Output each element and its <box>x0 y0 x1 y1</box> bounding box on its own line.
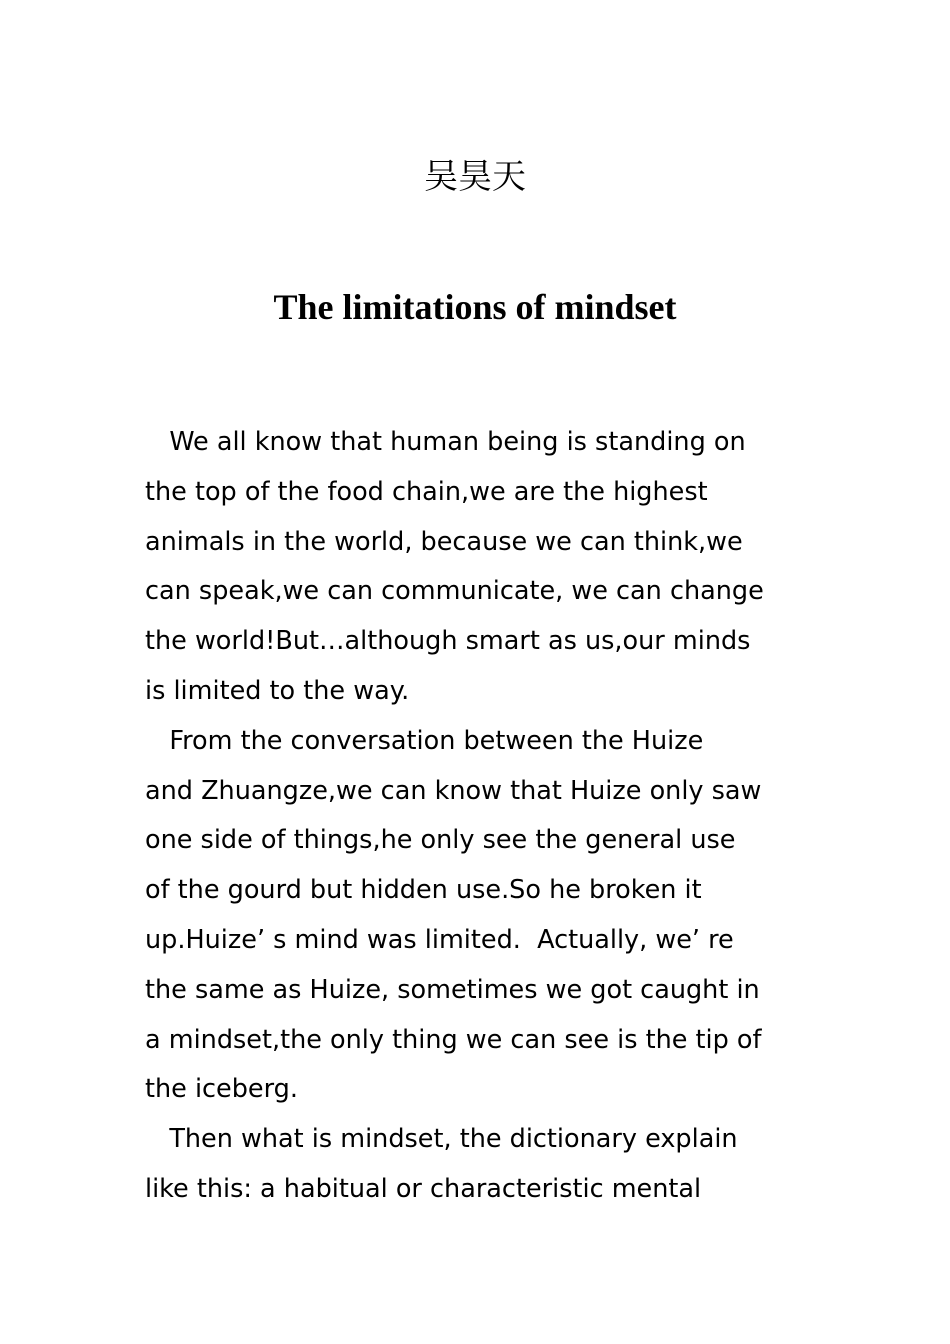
essay-body <box>145 418 810 1215</box>
text-line: Then what is mindset, the dictionary explain <box>145 1124 738 1155</box>
text-line: is limited to the way. <box>145 675 410 706</box>
text-line: the same as Huize, sometimes we got caught in <box>145 974 760 1005</box>
text-line: We all know that human being is standing on <box>145 427 746 457</box>
text-line: can speak,we can communicate, we can change <box>145 576 764 607</box>
text-line: like this: a habitual or characteristic mental <box>145 1173 702 1204</box>
text-line: animals in the world, because we can think,we <box>145 526 743 557</box>
author-name: 吴昊天 <box>424 157 526 197</box>
text-line: the top of the food chain,we are the highest <box>145 476 708 507</box>
document-title: The limitations of mindset <box>273 287 677 327</box>
text-line: of the gourd but hidden use.So he broken it <box>145 875 702 906</box>
text-line: From the conversation between the Huize <box>145 725 704 756</box>
text-line: a mindset,the only thing we can see is the tip of <box>145 1024 762 1055</box>
text-line: up.Huize’ s mind was limited. Actually, we’ re <box>145 924 734 955</box>
text-line: the world!But…although smart as us,our minds <box>145 626 751 657</box>
text-line: one side of things,he only see the general use <box>145 825 736 856</box>
text-line: and Zhuangze,we can know that Huize only saw <box>145 775 762 806</box>
text-line: the iceberg. <box>145 1074 298 1105</box>
